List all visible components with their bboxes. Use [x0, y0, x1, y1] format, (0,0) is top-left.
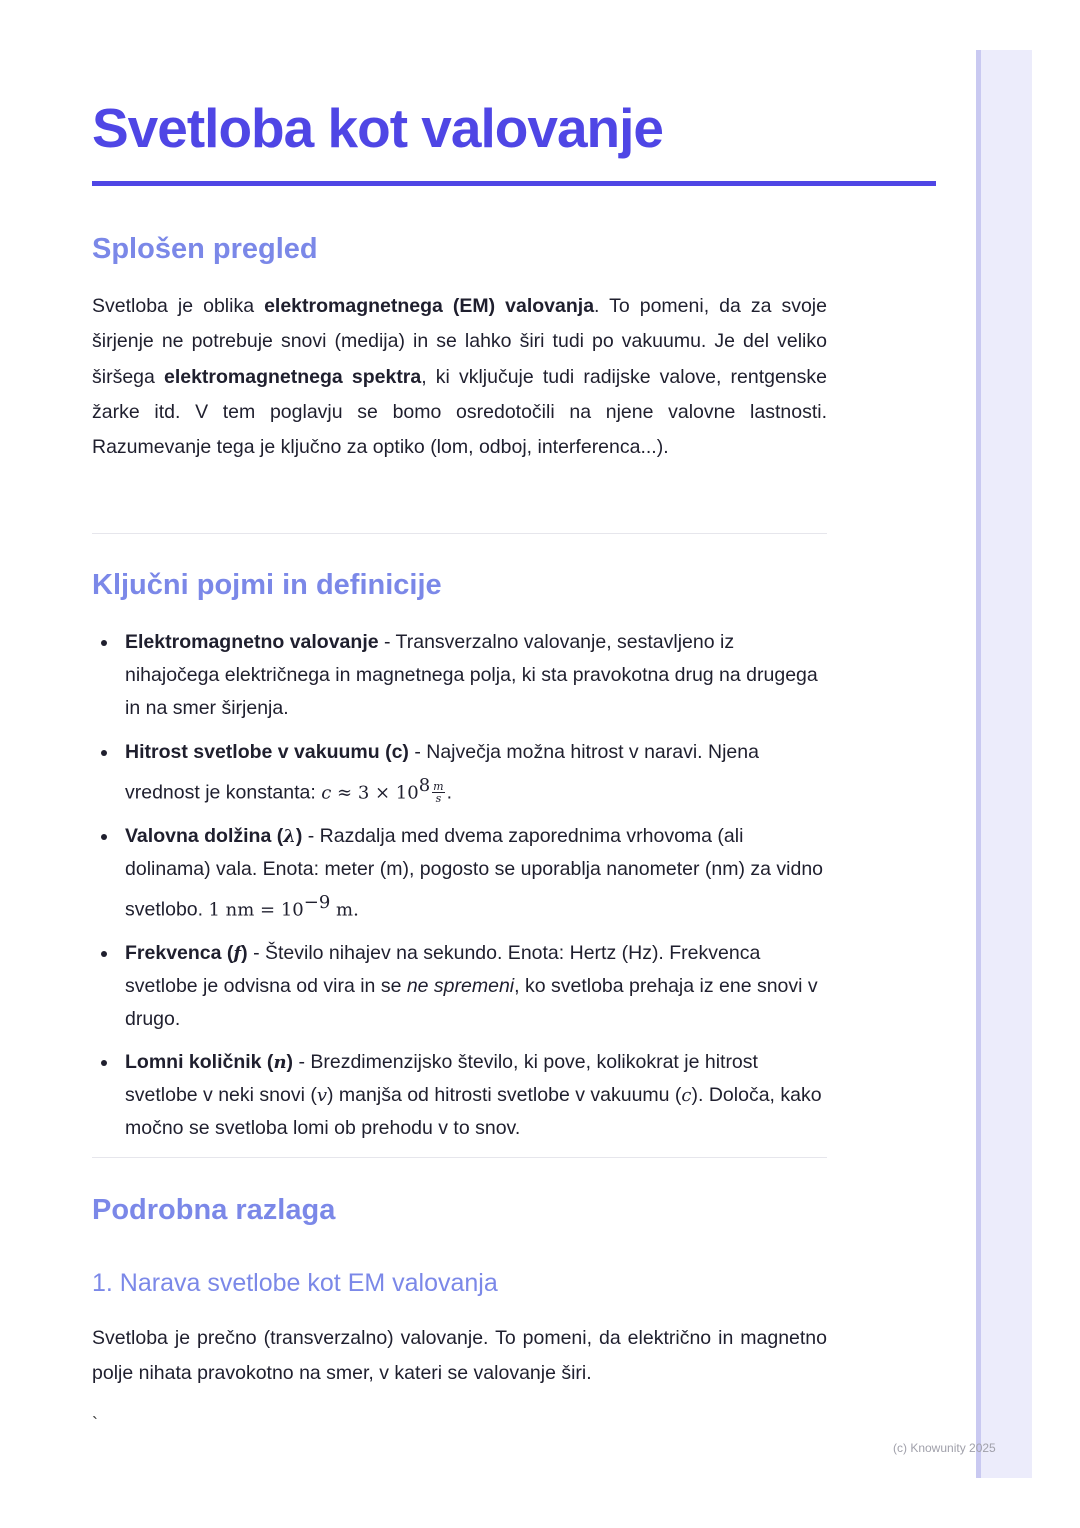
term-definition-tail: ). Določa, kako močno se svetloba lomi ob prehodu v to snov.: [125, 1084, 822, 1139]
list-item-refractive-index: [92, 1046, 832, 1145]
term-label-close: ): [295, 824, 303, 847]
bullet-icon: [101, 1060, 107, 1066]
list-item-speed-of-light: [92, 736, 832, 810]
overview-text-1: Svetloba je oblika: [92, 295, 265, 317]
math-nm: 1 nm = 10: [208, 899, 304, 920]
term-label-text: Lomni količnik (: [125, 1051, 274, 1073]
term-label-text: Valovna dolžina (: [125, 824, 284, 847]
bullet-icon: [101, 640, 107, 646]
math-approx: ≈ 3 × 10: [331, 782, 419, 803]
term-definition: - Največja možna hitrost v naravi. Njena vrednost je konstanta:: [125, 740, 759, 803]
emphasis-text: ne spremeni: [406, 974, 515, 997]
list-item-frequency: [92, 937, 832, 1036]
term-label: Hitrost svetlobe v vakuumu (c): [125, 740, 409, 763]
overview-paragraph: [92, 289, 827, 465]
math-tail: .: [446, 781, 453, 803]
term-definition: - Brezdimenzijsko število, ki pove, kolikokrat je hitrost svetlobe v neki snovi (: [125, 1051, 758, 1106]
term-definition-tail: , ko svetloba prehaja iz ene snovi v drugo.: [125, 974, 818, 1030]
term-definition: - Razdalja med dvema zaporednima vrhovoma (ali dolinama) vala. Enota: meter (m), pogosto se uporablja nanometer (nm) za vidno svetlobo.: [125, 824, 824, 920]
list-item-wavelength: [92, 820, 832, 927]
term-definition-mid: ) manjša od hitrosti svetlobe v vakuumu (: [327, 1084, 682, 1106]
term-label: Elektromagnetno valovanje: [125, 631, 379, 653]
overview-text-2: . To pomeni, da za svoje širjenje ne potrebuje snovi (medija) in se lahko širi tudi po vakuumu. Je del veliko širšega: [92, 295, 827, 388]
section-heading-terms: Ključni pojmi in definicije: [92, 569, 442, 601]
section-heading-overview: Splošen pregled: [92, 233, 318, 265]
bullet-icon: [101, 750, 107, 756]
term-definition: - Število nihajev na sekundo. Enota: Hertz (Hz). Frekvenca svetlobe je odvisna od vira in se: [125, 941, 761, 997]
term-label-close: ): [286, 1051, 294, 1073]
term-label-text: Frekvenca (: [125, 941, 234, 964]
title-underline: [92, 181, 936, 186]
stray-backtick: `: [92, 1414, 98, 1434]
math-exponent: 8: [418, 774, 431, 796]
fraction-numerator: m: [433, 780, 444, 794]
math-symbol-c: c: [681, 1085, 692, 1106]
terms-list: [92, 626, 832, 1156]
term-label: [125, 942, 248, 964]
fraction-denominator: s: [435, 792, 442, 806]
term-definition: - Transverzalno valovanje, sestavljeno iz nihajočega električnega in magnetnega polja, ki sta pravokotna drug na drugega in na smer širjenja.: [125, 631, 818, 719]
side-panel: [976, 50, 1032, 1478]
term-label-close: ): [241, 941, 248, 964]
term-label: [125, 825, 302, 847]
bullet-icon: [101, 951, 107, 957]
detail-paragraph: Svetloba je prečno (transverzalno) valovanje. To pomeni, da električno in magnetno polje nihata pravokotno na smer, v kateri se valovanje širi.: [92, 1327, 827, 1385]
math-symbol-v: v: [316, 1085, 328, 1106]
math-unit: m.: [330, 899, 359, 920]
math-symbol-n: n: [273, 1052, 287, 1073]
list-item-em-wave: [92, 626, 832, 725]
bullet-icon: [101, 834, 107, 840]
page-title: Svetloba kot valovanje: [92, 97, 663, 159]
overview-bold-em-wave: elektromagnetnega (EM) valovanja: [264, 295, 595, 317]
math-symbol-c: c: [321, 782, 332, 803]
math-symbol-lambda: λ: [283, 825, 296, 847]
math-symbol-f: f: [233, 942, 242, 964]
overview-bold-spectrum: elektromagnetnega spektra: [163, 365, 422, 388]
math-exponent: −9: [303, 891, 331, 913]
subsection-heading: 1. Narava svetlobe kot EM valovanja: [92, 1269, 498, 1297]
section-heading-detail: Podrobna razlaga: [92, 1194, 336, 1226]
copyright-footer: (c) Knowunity 2025: [893, 1441, 996, 1455]
term-label: [125, 1051, 293, 1073]
overview-text-3: , ki vključuje tudi radijske valove, rentgenske žarke itd. V tem poglavju se bomo osredotočili na njene valovne lastnosti. Razumevanje tega je ključno za optiko (lom, odboj, interferenca...).: [92, 365, 828, 459]
section-divider: [92, 533, 827, 534]
section-divider: [92, 1157, 827, 1158]
math-fraction: [432, 781, 444, 804]
